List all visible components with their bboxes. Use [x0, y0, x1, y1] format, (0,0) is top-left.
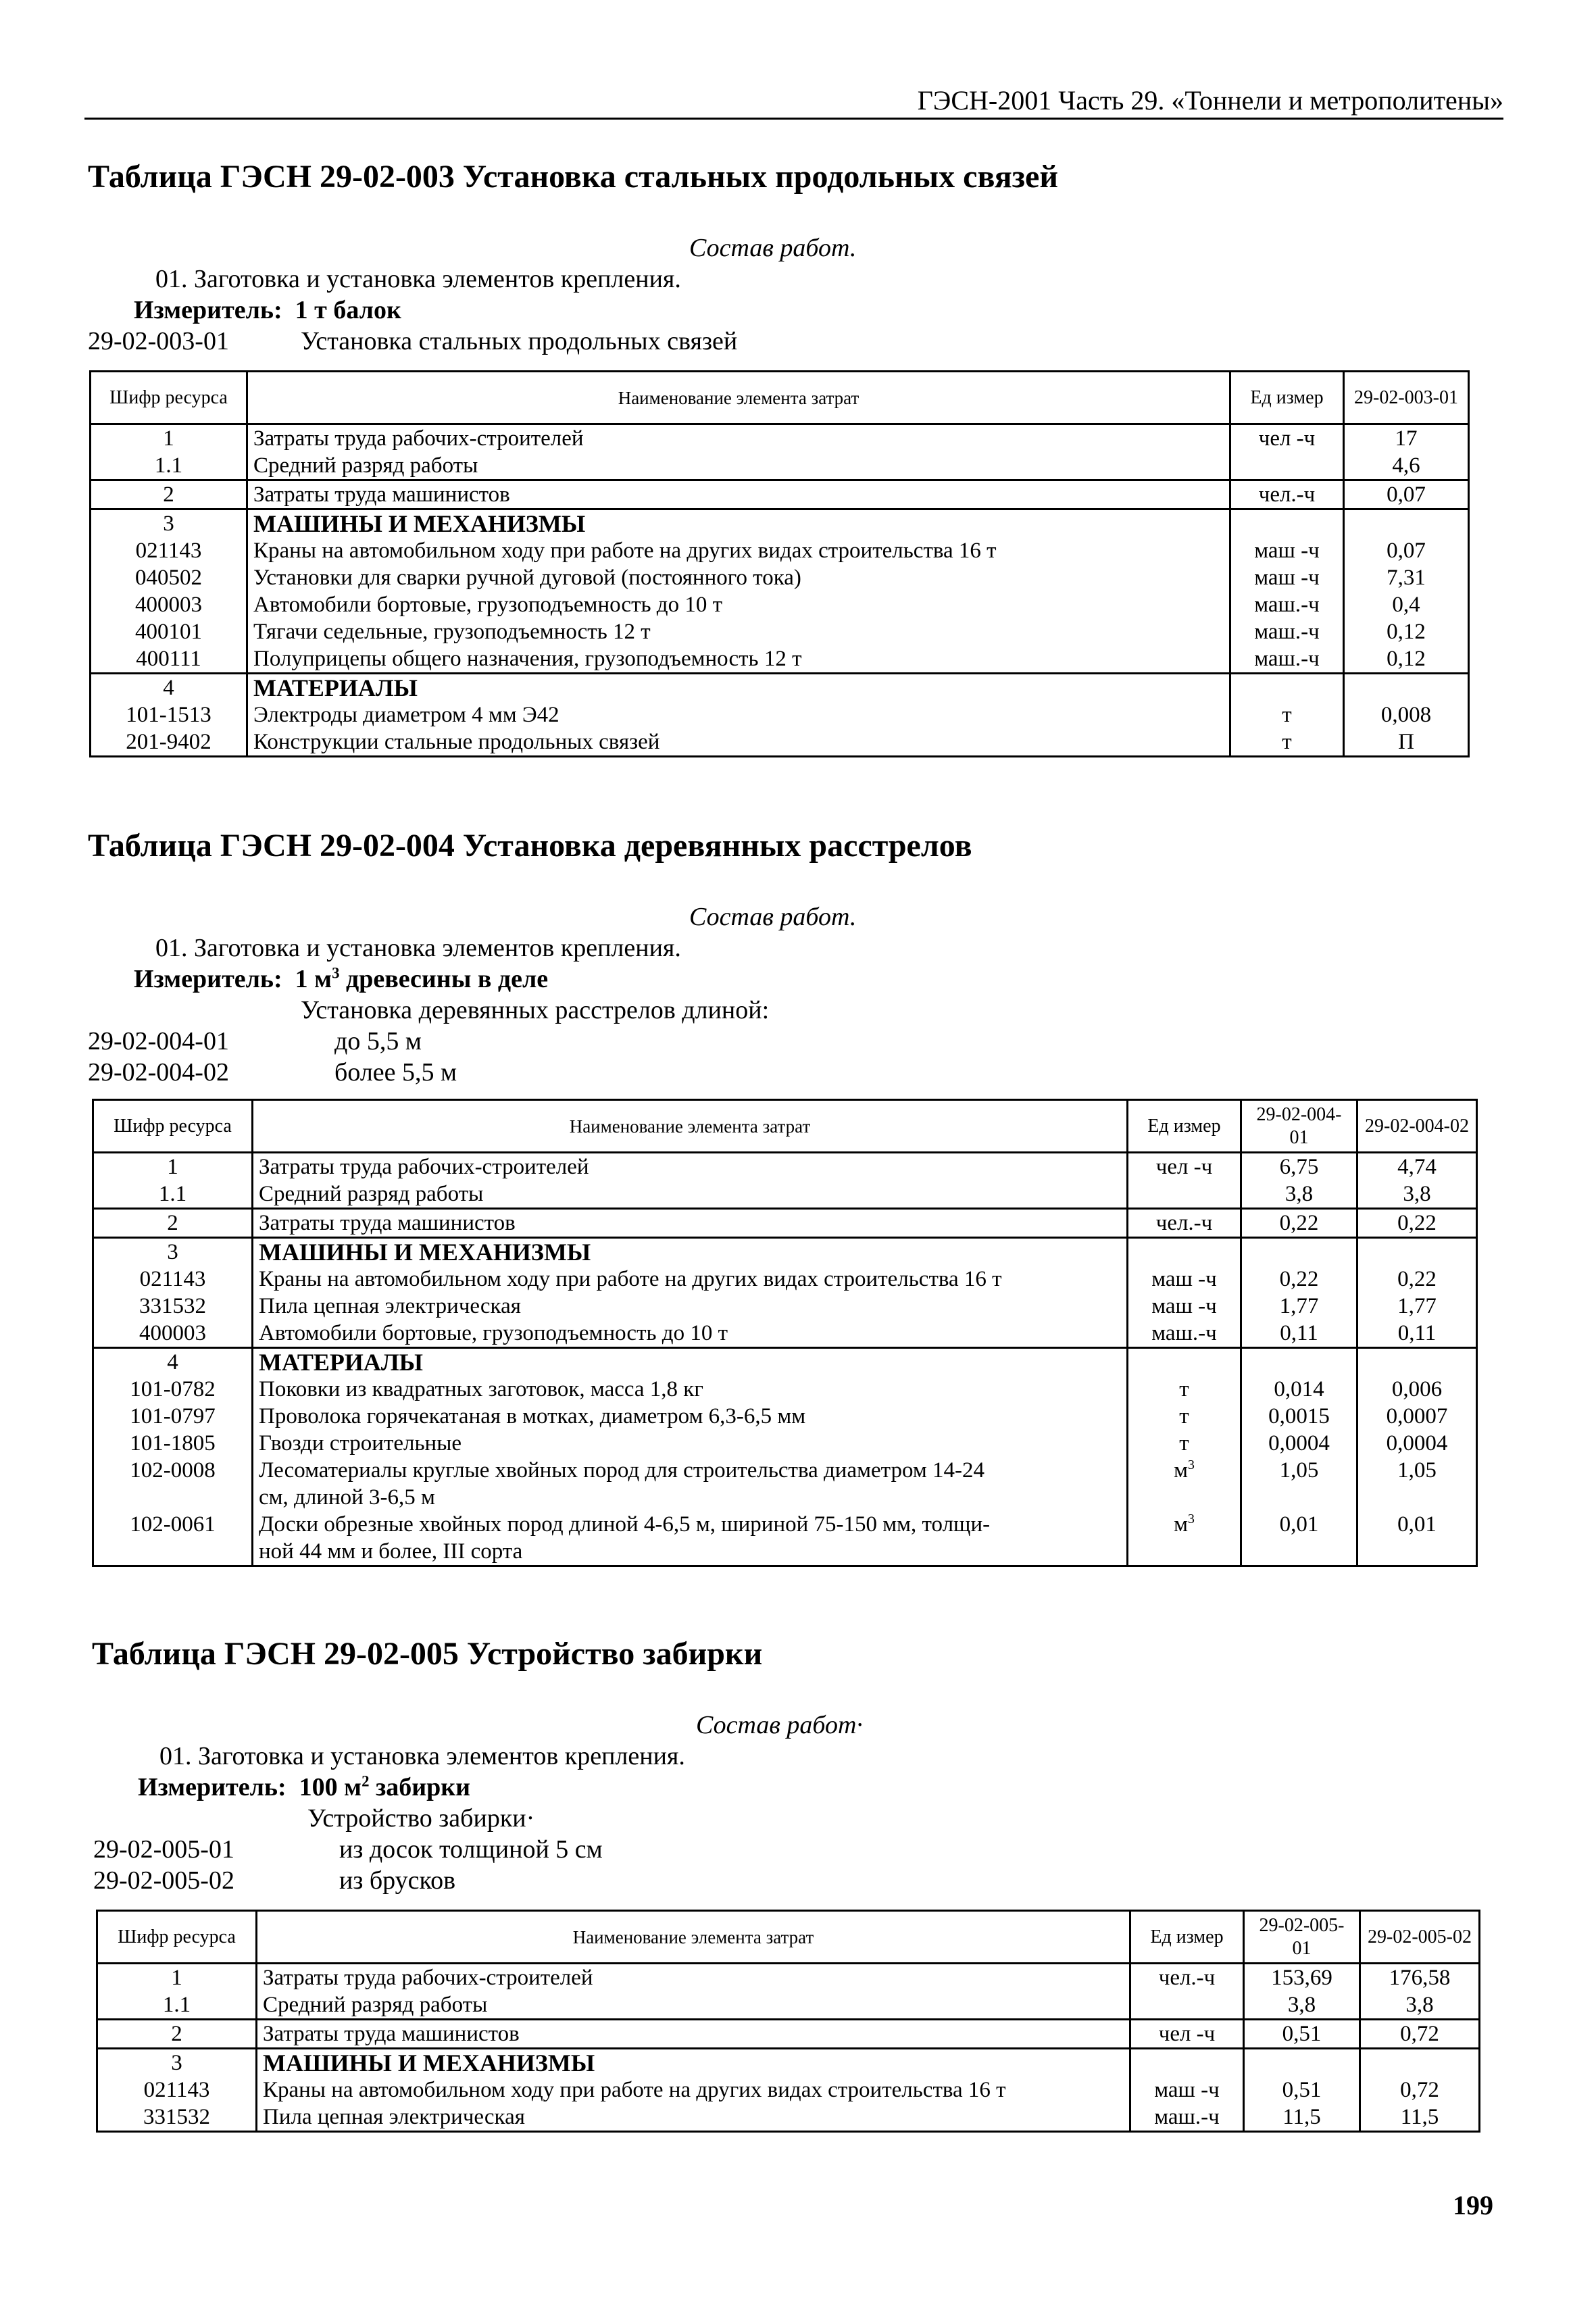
unit-base: м	[1174, 1458, 1188, 1483]
row-value: 0,4	[1344, 591, 1469, 618]
norm-name: более 5,5 м	[334, 1058, 457, 1087]
row-name: Тягачи седельные, грузоподъемность 12 т	[247, 618, 1230, 645]
row-unit	[1128, 1238, 1241, 1266]
row-value: 3,8	[1244, 1991, 1360, 2020]
row-value: 0,11	[1357, 1320, 1477, 1348]
col-header-code: Шифр ресурса	[97, 1911, 257, 1964]
row-name: Электроды диаметром 4 мм Э42	[247, 701, 1230, 728]
row-unit: маш -ч	[1128, 1293, 1241, 1320]
row-code: 400111	[91, 645, 247, 674]
row-unit	[1230, 509, 1344, 538]
row-value: 0,22	[1357, 1266, 1477, 1293]
row-value: 17	[1344, 424, 1469, 453]
row-name: Средний разряд работы	[247, 452, 1230, 480]
work-composition-heading: Состав работ.	[689, 903, 857, 931]
table-row	[97, 2020, 1480, 2049]
row-code: 101-0797	[93, 1403, 253, 1430]
row-name	[253, 1511, 1128, 1566]
table-row	[93, 1430, 1477, 1457]
row-code: 102-0008	[93, 1457, 253, 1511]
row-value	[1357, 1348, 1477, 1376]
row-unit: маш.-ч	[1230, 645, 1344, 674]
row-value: 153,69	[1244, 1964, 1360, 1992]
row-name: Гвозди строительные	[253, 1430, 1128, 1457]
row-value: 0,12	[1344, 645, 1469, 674]
row-code: 400003	[91, 591, 247, 618]
row-name: Затраты труда машинистов	[257, 2020, 1130, 2049]
table-row	[93, 1457, 1477, 1511]
row-code: 021143	[93, 1266, 253, 1293]
row-code: 101-0782	[93, 1376, 253, 1403]
table-row	[93, 1180, 1477, 1209]
row-code: 3	[97, 2049, 257, 2077]
table-row	[91, 618, 1469, 645]
row-value	[1344, 509, 1469, 538]
row-name	[253, 1457, 1128, 1511]
row-value: 0,12	[1344, 618, 1469, 645]
meter-sup: 2	[361, 1772, 370, 1790]
row-unit	[1230, 452, 1344, 480]
row-value: 0,014	[1241, 1376, 1357, 1403]
norm-name: до 5,5 м	[334, 1027, 422, 1055]
row-unit: чел.-ч	[1130, 1964, 1244, 1992]
table-row	[91, 674, 1469, 702]
row-name: Полуприцепы общего назначения, грузоподъемность 12 т	[247, 645, 1230, 674]
norm-subheading: Установка деревянных расстрелов длиной:	[301, 996, 770, 1024]
col-header-norm: 29-02-004-02	[1357, 1100, 1477, 1153]
row-value: П	[1344, 728, 1469, 757]
row-code: 1	[97, 1964, 257, 1992]
meter-value: 1 м	[295, 965, 332, 993]
norm-name: Установка стальных продольных связей	[301, 327, 738, 355]
norm-subheading: Устройство забирки·	[307, 1804, 535, 1833]
table-row	[93, 1153, 1477, 1181]
row-name: Затраты труда машинистов	[253, 1209, 1128, 1238]
table-row	[93, 1209, 1477, 1238]
row-code: 4	[91, 674, 247, 702]
table-row	[93, 1403, 1477, 1430]
row-value	[1344, 674, 1469, 702]
row-unit: маш -ч	[1230, 564, 1344, 591]
row-value: 1,05	[1241, 1457, 1357, 1511]
row-value: 3,8	[1357, 1180, 1477, 1209]
row-code: 3	[91, 509, 247, 538]
row-unit: маш.-ч	[1230, 591, 1344, 618]
row-value: 0,51	[1244, 2020, 1360, 2049]
row-code: 2	[93, 1209, 253, 1238]
row-code: 331532	[97, 2104, 257, 2132]
row-code: 2	[97, 2020, 257, 2049]
resource-table-29-02-003	[89, 370, 1470, 757]
row-name: МАШИНЫ И МЕХАНИЗМЫ	[253, 1238, 1128, 1266]
row-name: МАТЕРИАЛЫ	[247, 674, 1230, 702]
unit-sup: 3	[1188, 1458, 1195, 1472]
row-value: 7,31	[1344, 564, 1469, 591]
col-header-name: Наименование элемента затрат	[253, 1100, 1128, 1153]
row-unit: чел.-ч	[1230, 480, 1344, 509]
row-value: 0,0015	[1241, 1403, 1357, 1430]
row-name: Проволока горячекатаная в мотках, диаметром 6,3-6,5 мм	[253, 1403, 1128, 1430]
row-unit: т	[1230, 701, 1344, 728]
table-row	[91, 537, 1469, 564]
row-code: 400101	[91, 618, 247, 645]
row-name: МАТЕРИАЛЫ	[253, 1348, 1128, 1376]
table-row	[93, 1376, 1477, 1403]
work-composition-heading: Состав работ·	[696, 1711, 863, 1739]
row-code: 201-9402	[91, 728, 247, 757]
meter-tail: забирки	[369, 1773, 471, 1801]
col-header-norm: 29-02-003-01	[1344, 372, 1469, 424]
row-value: 0,11	[1241, 1320, 1357, 1348]
col-header-norm: 29-02-004-01	[1241, 1100, 1357, 1153]
row-value: 1,77	[1357, 1293, 1477, 1320]
row-unit	[1128, 1348, 1241, 1376]
row-value	[1357, 1238, 1477, 1266]
resource-table-29-02-004	[92, 1099, 1478, 1567]
row-unit	[1230, 674, 1344, 702]
row-unit	[1128, 1457, 1241, 1511]
row-value: 0,22	[1241, 1209, 1357, 1238]
row-unit: чел -ч	[1230, 424, 1344, 453]
row-code: 040502	[91, 564, 247, 591]
row-value: 3,8	[1241, 1180, 1357, 1209]
row-value: 0,72	[1360, 2020, 1480, 2049]
row-value: 11,5	[1360, 2104, 1480, 2132]
table-row	[97, 1964, 1480, 1992]
table-row	[97, 2049, 1480, 2077]
row-code: 1	[91, 424, 247, 453]
norm-code: 29-02-005-01	[93, 1835, 234, 1864]
row-code: 1.1	[91, 452, 247, 480]
table-row	[93, 1293, 1477, 1320]
row-value: 11,5	[1244, 2104, 1360, 2132]
col-header-unit: Ед измер	[1230, 372, 1344, 424]
norm-code: 29-02-005-02	[93, 1866, 234, 1895]
row-code: 101-1805	[93, 1430, 253, 1457]
meter-value: 1 т балок	[295, 296, 401, 324]
work-item: 01. Заготовка и установка элементов крепления.	[155, 265, 681, 293]
row-unit	[1128, 1511, 1241, 1566]
row-name: МАШИНЫ И МЕХАНИЗМЫ	[247, 509, 1230, 538]
col-header-code: Шифр ресурса	[91, 372, 247, 424]
row-name: Пила цепная электрическая	[253, 1293, 1128, 1320]
table-row	[91, 480, 1469, 509]
row-value: 0,008	[1344, 701, 1469, 728]
row-code: 331532	[93, 1293, 253, 1320]
row-name: Краны на автомобильном ходу при работе на других видах строительства 16 т	[247, 537, 1230, 564]
row-name-line1: Доски обрезные хвойных пород длиной 4-6,5 м, шириной 75-150 мм, толщи-	[259, 1512, 991, 1537]
row-unit: маш.-ч	[1230, 618, 1344, 645]
row-name: Поковки из квадратных заготовок, масса 1,8 кг	[253, 1376, 1128, 1403]
row-unit: маш -ч	[1230, 537, 1344, 564]
meter-label: Измеритель:	[134, 965, 282, 993]
col-header-name: Наименование элемента затрат	[247, 372, 1230, 424]
col-header-unit: Ед измер	[1128, 1100, 1241, 1153]
row-value: 3,8	[1360, 1991, 1480, 2020]
norm-name: из досок толщиной 5 см	[339, 1835, 603, 1864]
work-composition-heading: Состав работ.	[689, 234, 857, 262]
section-title: Таблица ГЭСН 29-02-005 Устройство забирки	[92, 1636, 763, 1672]
table-row	[91, 645, 1469, 674]
row-code: 101-1513	[91, 701, 247, 728]
row-unit: маш -ч	[1130, 2076, 1244, 2104]
table-row	[91, 728, 1469, 757]
row-name: Краны на автомобильном ходу при работе на других видах строительства 16 т	[253, 1266, 1128, 1293]
section-title: Таблица ГЭСН 29-02-003 Установка стальных продольных связей	[88, 159, 1058, 195]
row-unit: маш -ч	[1128, 1266, 1241, 1293]
meter-sup: 3	[332, 964, 340, 982]
row-name: Пила цепная электрическая	[257, 2104, 1130, 2132]
table-row	[91, 701, 1469, 728]
row-code: 3	[93, 1238, 253, 1266]
meter	[138, 1772, 470, 1803]
norm-code: 29-02-004-02	[88, 1058, 229, 1087]
row-unit: чел -ч	[1130, 2020, 1244, 2049]
table-row	[97, 2076, 1480, 2104]
row-value: 0,01	[1241, 1511, 1357, 1566]
row-code: 4	[93, 1348, 253, 1376]
row-name: Установки для сварки ручной дуговой (постоянного тока)	[247, 564, 1230, 591]
row-unit	[1128, 1180, 1241, 1209]
norm-code: 29-02-003-01	[88, 327, 229, 355]
row-value: 0,72	[1360, 2076, 1480, 2104]
table-row	[93, 1320, 1477, 1348]
row-value: 4,6	[1344, 452, 1469, 480]
row-unit: чел.-ч	[1128, 1209, 1241, 1238]
row-unit: т	[1128, 1403, 1241, 1430]
row-value: 1,05	[1357, 1457, 1477, 1511]
row-value	[1241, 1238, 1357, 1266]
page-number: 199	[1453, 2190, 1493, 2220]
norm-name: из брусков	[339, 1866, 456, 1895]
row-unit: т	[1128, 1430, 1241, 1457]
row-unit: чел -ч	[1128, 1153, 1241, 1181]
row-value: 0,0004	[1241, 1430, 1357, 1457]
row-value	[1241, 1348, 1357, 1376]
table-row	[91, 424, 1469, 453]
row-unit	[1130, 2049, 1244, 2077]
row-code: 2	[91, 480, 247, 509]
table-row	[97, 1991, 1480, 2020]
row-value: 0,07	[1344, 537, 1469, 564]
table-row	[93, 1266, 1477, 1293]
row-value: 176,58	[1360, 1964, 1480, 1992]
row-unit: т	[1128, 1376, 1241, 1403]
row-name: Конструкции стальные продольных связей	[247, 728, 1230, 757]
table-row	[91, 564, 1469, 591]
row-code: 021143	[97, 2076, 257, 2104]
row-unit	[1130, 1991, 1244, 2020]
row-value: 0,22	[1241, 1266, 1357, 1293]
row-value	[1244, 2049, 1360, 2077]
row-name: Средний разряд работы	[253, 1180, 1128, 1209]
norm-code: 29-02-004-01	[88, 1027, 229, 1055]
row-name-line1: Лесоматериалы круглые хвойных пород для строительства диаметром 14-24	[259, 1458, 984, 1483]
meter-label: Измеритель:	[134, 296, 282, 324]
table-row	[91, 509, 1469, 538]
row-value: 1,77	[1241, 1293, 1357, 1320]
row-unit: маш.-ч	[1130, 2104, 1244, 2132]
row-unit: маш.-ч	[1128, 1320, 1241, 1348]
row-value: 0,51	[1244, 2076, 1360, 2104]
row-value: 0,07	[1344, 480, 1469, 509]
row-name: Затраты труда рабочих-строителей	[247, 424, 1230, 453]
col-header-norm: 29-02-005-02	[1360, 1911, 1480, 1964]
resource-table-29-02-005	[96, 1910, 1480, 2133]
row-name: Автомобили бортовые, грузоподъемность до 10 т	[253, 1320, 1128, 1348]
table-row	[91, 452, 1469, 480]
row-code: 1.1	[93, 1180, 253, 1209]
unit-base: м	[1174, 1512, 1188, 1537]
table-row	[93, 1348, 1477, 1376]
row-code: 1	[93, 1153, 253, 1181]
meter-tail: древесины в деле	[339, 965, 549, 993]
running-head: ГЭСН-2001 Часть 29. «Тоннели и метрополитены»	[84, 84, 1503, 120]
table-row	[97, 2104, 1480, 2132]
row-value: 0,0004	[1357, 1430, 1477, 1457]
row-name: Краны на автомобильном ходу при работе на других видах строительства 16 т	[257, 2076, 1130, 2104]
row-value: 0,22	[1357, 1209, 1477, 1238]
row-value: 0,006	[1357, 1376, 1477, 1403]
row-value: 6,75	[1241, 1153, 1357, 1181]
row-code: 102-0061	[93, 1511, 253, 1566]
col-header-name: Наименование элемента затрат	[257, 1911, 1130, 1964]
row-code: 400003	[93, 1320, 253, 1348]
meter	[134, 964, 548, 995]
row-name: Затраты труда машинистов	[247, 480, 1230, 509]
work-item: 01. Заготовка и установка элементов крепления.	[155, 934, 681, 962]
work-item: 01. Заготовка и установка элементов крепления.	[159, 1742, 685, 1770]
unit-sup: 3	[1188, 1512, 1195, 1526]
row-name: Автомобили бортовые, грузоподъемность до 10 т	[247, 591, 1230, 618]
col-header-unit: Ед измер	[1130, 1911, 1244, 1964]
table-row	[93, 1238, 1477, 1266]
row-code: 021143	[91, 537, 247, 564]
col-header-code: Шифр ресурса	[93, 1100, 253, 1153]
section-title: Таблица ГЭСН 29-02-004 Установка деревянных расстрелов	[88, 828, 972, 864]
row-name: МАШИНЫ И МЕХАНИЗМЫ	[257, 2049, 1130, 2077]
row-value: 0,01	[1357, 1511, 1477, 1566]
row-unit: т	[1230, 728, 1344, 757]
row-value: 0,0007	[1357, 1403, 1477, 1430]
row-value	[1360, 2049, 1480, 2077]
meter-label: Измеритель:	[138, 1773, 286, 1801]
row-value: 4,74	[1357, 1153, 1477, 1181]
row-code: 1.1	[97, 1991, 257, 2020]
row-name: Затраты труда рабочих-строителей	[257, 1964, 1130, 1992]
row-name: Затраты труда рабочих-строителей	[253, 1153, 1128, 1181]
meter	[134, 295, 401, 326]
table-row	[93, 1511, 1477, 1566]
row-name-line2: ной 44 мм и более, III сорта	[259, 1539, 523, 1564]
meter-value: 100 м	[299, 1773, 362, 1801]
col-header-norm: 29-02-005-01	[1244, 1911, 1360, 1964]
row-name: Средний разряд работы	[257, 1991, 1130, 2020]
row-name-line2: см, длиной 3-6,5 м	[259, 1485, 435, 1510]
table-row	[91, 591, 1469, 618]
